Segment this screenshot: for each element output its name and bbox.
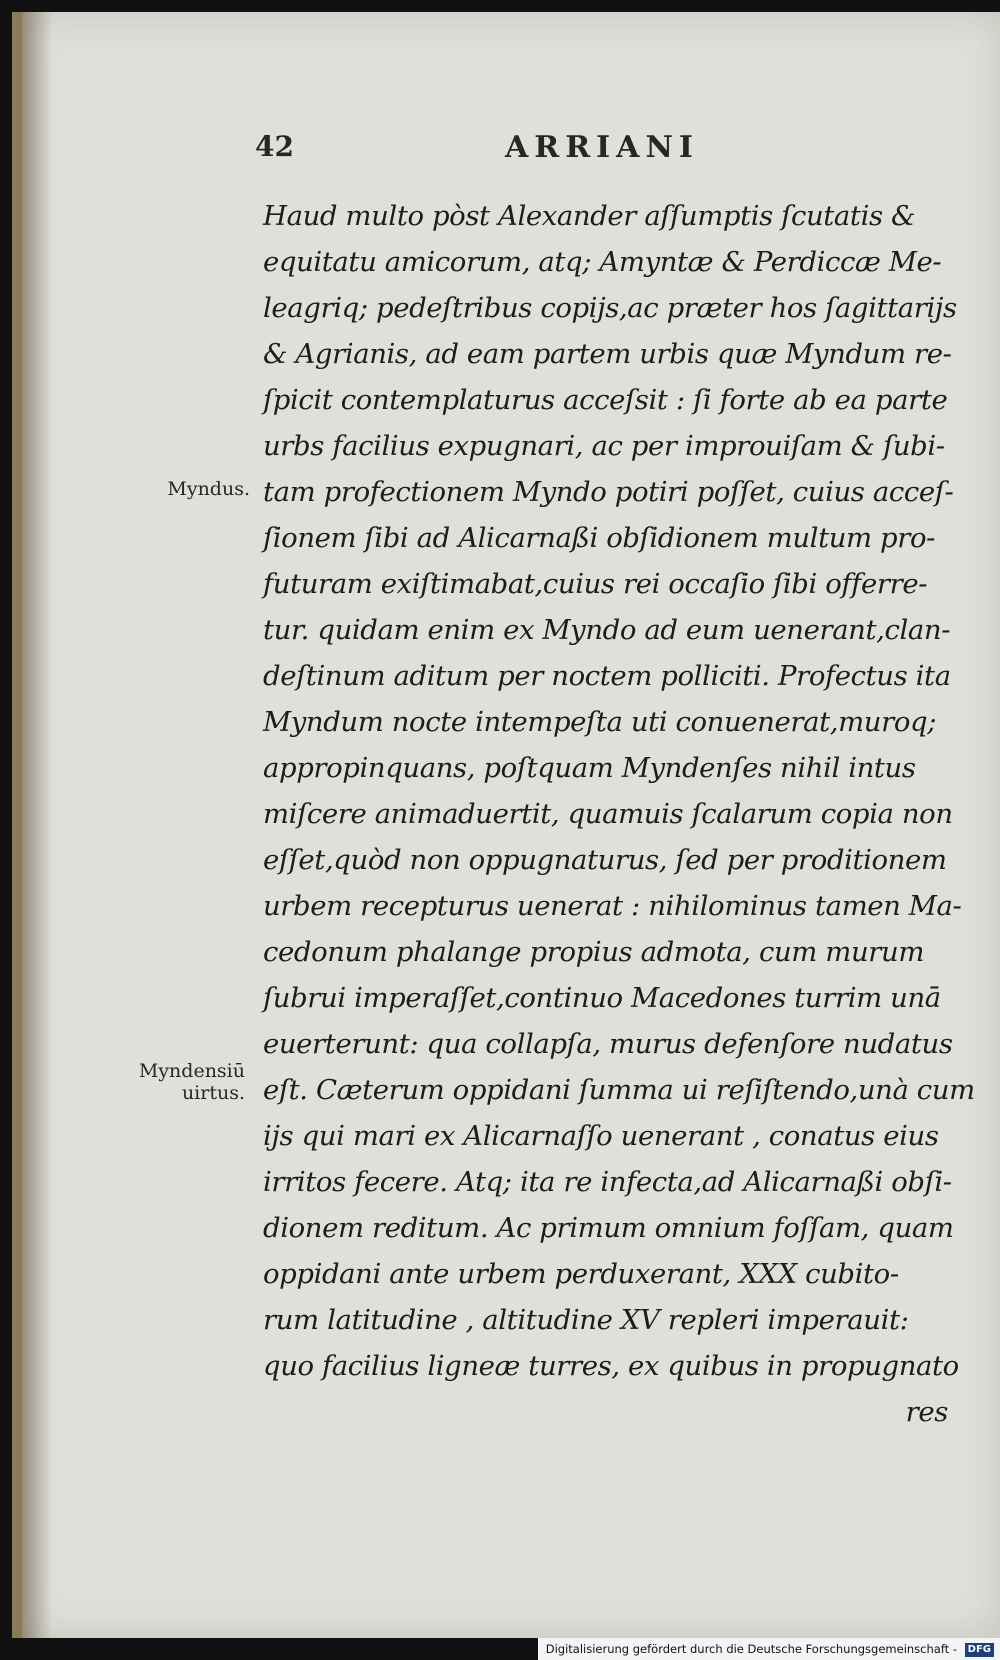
text-line: ijs qui mari ex Alicarnaſſo uenerant , conatus eius (263, 1120, 939, 1152)
page-number: 42 (255, 130, 294, 163)
margin-note-myndensium-virtus (95, 1060, 245, 1104)
text-line: cedonum phalange propius admota, cum murum (263, 936, 924, 968)
text-line: & Agrianis, ad eam partem urbis quæ Myndum re- (263, 338, 952, 370)
text-line: tur. quidam enim ex Myndo ad eum uenerant,clan- (263, 614, 951, 646)
text-line: ſionem ſibi ad Alicarnaßi obſidionem multum pro- (263, 522, 936, 554)
spine-shadow (22, 12, 52, 1638)
text-line: rum latitudine , altitudine XV repleri imperauit: (263, 1304, 909, 1336)
text-line: euerterunt: qua collapſa, murus defenſore nudatus (263, 1028, 953, 1060)
margin-note-myndus (110, 478, 250, 500)
margin-note-text: Myndus. (167, 478, 250, 500)
catchword: res (905, 1396, 948, 1428)
margin-note-text: Myndensiū (138, 1060, 245, 1082)
dfg-logo: DFG (965, 1643, 994, 1657)
text-line: Haud multo pòst Alexander aſſumptis ſcutatis & (263, 200, 916, 232)
text-line: futuram exiſtimabat,cuius rei occaſio ſibi offerre- (263, 568, 928, 600)
running-title: ARRIANI (505, 130, 699, 165)
text-line: tam profectionem Myndo potiri poſſet, cuius acceſ- (263, 476, 954, 508)
text-line: deſtinum aditum per noctem polliciti. Profectus ita (263, 660, 951, 692)
text-line: quo facilius ligneæ turres, ex quibus in propugnato (263, 1350, 959, 1382)
text-line: dionem reditum. Ac primum omnium foſſam, quam (263, 1212, 954, 1244)
text-line: irritos fecere. Atq; ita re infecta,ad Alicarnaßi obſi- (263, 1166, 952, 1198)
text-line: urbem recepturus uenerat : nihilominus tamen Ma- (263, 890, 962, 922)
text-line: equitatu amicorum, atq; Amyntæ & Perdiccæ Me- (263, 246, 942, 278)
text-line: appropinquans, poſtquam Myndenſes nihil intus (263, 752, 916, 784)
text-line: miſcere animaduertit, quamuis ſcalarum copia non (263, 798, 953, 830)
digitization-credit (538, 1638, 1000, 1660)
credit-text: Digitalisierung gefördert durch die Deutsche Forschungsgemeinschaft - (545, 1642, 957, 1656)
text-line: ſpicit contemplaturus acceſsit : ſi forte ab ea parte (263, 384, 948, 416)
text-line: Myndum nocte intempeſta uti conuenerat,muroq; (263, 706, 937, 738)
margin-note-text: uirtus. (181, 1082, 245, 1104)
text-line: urbs facilius expugnari, ac per improuiſam & ſubi- (263, 430, 945, 462)
text-line: eſſet,quòd non oppugnaturus, ſed per proditionem (263, 844, 947, 876)
running-head (255, 130, 935, 170)
text-line: eſt. Cæterum oppidani ſumma ui reſiſtendo,unà cum (263, 1074, 975, 1106)
text-line: leagriq; pedeſtribus copijs,ac præter hos ſagittarijs (263, 292, 957, 324)
body-text (263, 193, 975, 1435)
text-line: oppidani ante urbem perduxerant, XXX cubito- (263, 1258, 899, 1290)
text-line: ſubrui imperaſſet,continuo Macedones turrim unā (263, 982, 941, 1014)
